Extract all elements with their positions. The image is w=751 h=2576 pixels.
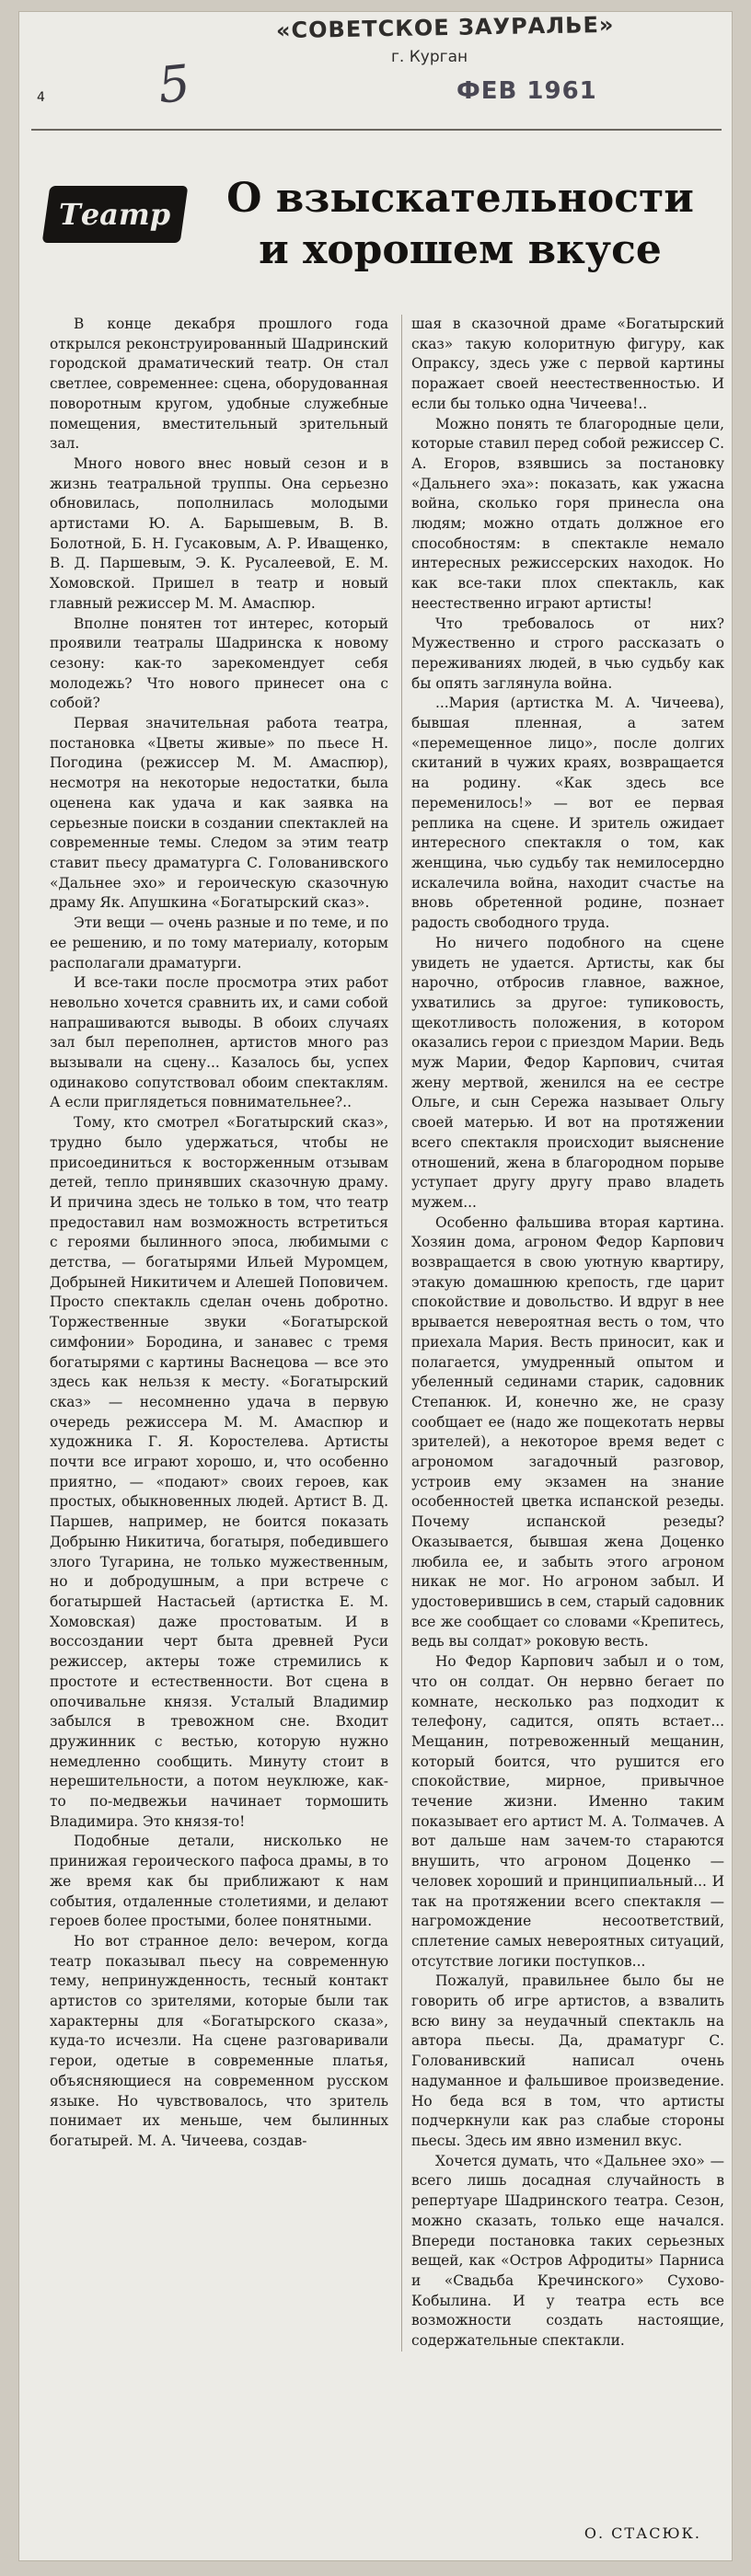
paragraph: Но Федор Карпович забыл и о том, что он солдат. Он нервно бегает по комнате, несколько раз подходит к телефону, садится, опять встает... Мещанин, потревоженный мещанин, который боится, что рушится его спокойствие, мирное, привычное течение жизни. Именно таким показывает его артист М. А. Толмачев. А вот дальше нам зачем-то стараются внушить, что агроном Доценко — человек хороший и принципиальный... И так на протяжении всего спектакля — нагромождение несоответствий, сплетение самых невероятных ситуаций, отсутствие логики поступков... [411, 1653, 724, 1970]
paragraph: Эти вещи — очень разные и по теме, и по ее решению, и по тому материалу, которым располагали драматурги. [50, 914, 388, 972]
paragraph: В конце декабря прошлого года открылся реконструированный Шадринский городской драматический театр. Он стал светлее, современнее: сцена, оборудованная поворотным кругом, удобные служебные помещения, вместительный зрительный зал. [50, 316, 388, 453]
newspaper-masthead: «СОВЕТСКОЕ ЗАУРАЛЬЕ» [275, 11, 615, 44]
rubric-label: Театр [59, 197, 171, 232]
rubric-badge [42, 186, 189, 243]
article-headline [202, 173, 718, 276]
author-signature: О. СТАСЮК. [583, 2524, 701, 2542]
paragraph: ...Мария (артистка М. А. Чичеева), бывшая пленная, а затем «перемещенное лицо», после долгих скитаний в чужих краях, возвращается на родину. «Как здесь все переменилось!» — вот ее первая реплика на сцене. И зритель ожидает интересного спектакля о том, как женщина, чью судьбу так немилосердно искалечила война, находит счастье на вновь обретенной родине, познает радость свободного труда. [411, 695, 724, 932]
paragraph: Пожалуй, правильнее было бы не говорить об игре артистов, а взвалить всю вину за неудачный спектакль на автора пьесы. Да, драматург С. Голованивский написал очень надуманное и фальшивое произведение. Но беда вся в том, что артисты подчеркнули как раз слабые стороны пьесы. Здесь им явно изменил вкус. [411, 1972, 724, 2149]
paragraph: Много нового внес новый сезон и в жизнь театральной труппы. Она серьезно обновилась, пополнилась молодыми артистами Ю. А. Барышевым, В. В. Болотной, Б. Н. Гусаковым, А. Р. Иващенко, В. Д. Паршевым, Э. К. Русалеевой, Е. М. Хомовской. Пришел в театр и новый главный режиссер М. М. Амаспюр. [50, 454, 388, 612]
city-label: г. Курган [391, 48, 468, 66]
paragraph: Тому, кто смотрел «Богатырский сказ», трудно было удержаться, чтобы не присоединиться к восторженным отзывам детей, тепло принявших сказочную драму. И причина здесь не только в том, что театр предоставил нам возможность встретиться с героями былинного эпоса, любимыми с детства, — богатырями Ильей Муромцем, Добрыней Никитичем и Алешей Поповичем. Просто спектакль сделан очень добротно. Торжественные звуки «Богатырской симфонии» Бородина, и занавес с тремя богатырями с картины Васнецова — все это здесь как нельзя к месту. «Богатырский сказ» — несомненно удача в первую очередь режиссера М. М. Амаспюр и художника Г. Я. Коростелева. Артисты почти все играют хорошо, и, что особенно приятно, — «подают» своих героев, как простых, обыкновенных людей. Артист В. Д. Паршев, например, не боится показать Добрыню Никитича, богатыря, победившего злого Тугарина, не только мужественным, но и добродушным, а при встрече с богатыршей Настасьей (артистка Е. М. Хомовская) даже простоватым. И в воссоздании черт быта древней Руси режиссер, актеры тоже стремились к простоте и естественности. Вот сцена в опочивальне князя. Усталый Владимир забылся в тревожном сне. Входит дружинник с вестью, которую нужно немедленно сообщить. Минуту стоит в нерешительности, а потом неуклюже, как-то по-медвежьи начинает тормошить Владимира. Это князя-то! [50, 1114, 388, 1830]
date-stamp: ФЕВ 1961 [456, 77, 597, 105]
right-column [401, 315, 724, 2352]
handwritten-number: 5 [155, 53, 193, 115]
paragraph: Но вот странное дело: вечером, когда театр показывал пьесу на современную тему, непринужденность, тесный контакт артистов со зрителями, которые были так характерны для «Богатырского сказа», куда-то исчезли. На сцене разговаривали герои, одетые в современные платья, объясняющиеся на современном русском языке. Но чувствовалось, что зритель понимает их меньше, чем былинных богатырей. М. А. Чичеева, создав- [50, 1932, 388, 2149]
newspaper-clipping [18, 11, 733, 2561]
page-number: 4 [37, 90, 45, 105]
divider [31, 129, 722, 131]
paragraph: Первая значительная работа театра, постановка «Цветы живые» по пьесе Н. Погодина (режиссер М. М. Амаспюр), несмотря на некоторые недостатки, была оценена как удача и как заявка на серьезные поиски в создании спектаклей на современные темы. Следом за этим театр ставит пьесу драматурга С. Голованивского «Дальнее эхо» и героическую сказочную драму Як. Апушкина «Богатырский сказ». [50, 715, 388, 912]
left-column [50, 315, 388, 2152]
headline-line: и хорошем вкусе [259, 226, 662, 273]
paragraph: Но ничего подобного на сцене увидеть не удается. Артисты, как бы нарочно, отбросив главное, важное, ухватились за другое: тупиковость, щекотливость положения, в котором оказались герои с приездом Марии. Ведь муж Марии, Федор Карпович, считая жену мертвой, женился на ее сестре Ольге, и сын Сережа называет Ольгу своей матерью. И вот на протяжении всего спектакля происходит выяснение отношений, жена в благородном порыве уступает другу другу право владеть мужем... [411, 934, 724, 1211]
paragraph: Можно понять те благородные цели, которые ставил перед собой режиссер С. А. Егоров, взявшись за постановку «Дальнего эха»: показать, как ужасна война, сколько горя принесла она людям; можно отдать должное его способностям: в спектакле немало интересных режиссерских находок. Но как все-таки плох спектакль, как неестественно играют артисты! [411, 415, 724, 612]
paragraph: шая в сказочной драме «Богатырский сказ» такую колоритную фигуру, как Опраксу, здесь уже с первой картины поражает своей неестественностью. И если бы только одна Чичеева!.. [411, 316, 724, 412]
headline-line: О взыскательности [226, 175, 694, 222]
paragraph: Хочется думать, что «Дальнее эхо» — всего лишь досадная случайность в репертуаре Шадринского театра. Сезон, можно сказать, только еще начался. Впереди постановка таких серьезных вещей, как «Остров Афродиты» Парниса и «Свадьба Кречинского» Сухово-Кобылина. И у театра есть все возможности создать настоящие, содержательные спектакли. [411, 2152, 724, 2350]
paragraph: Вполне понятен тот интерес, который проявили театралы Шадринска к новому сезону: как-то зарекомендует себя молодежь? Что нового принесет она с собой? [50, 615, 388, 712]
paragraph: Подобные детали, нисколько не принижая героического пафоса драмы, в то же время как бы приближают к нам события, отдаленные столетиями, и делают героев более простыми, более понятными. [50, 1833, 388, 1930]
paragraph: Что требовалось от них? Мужественно и строго рассказать о переживаниях людей, в чью судьбу как бы опять заглянула война. [411, 615, 724, 692]
paragraph: Особенно фальшива вторая картина. Хозяин дома, агроном Федор Карпович возвращается в свою уютную квартиру, этакую домашнюю крепость, где царит спокойствие и довольство. И вдруг в нее врывается невероятная весть о том, что приехала Мария. Весть приносит, как и полагается, умудренный опытом и убеленный сединами старик, садовник Степанюк. И, конечно же, не сразу сообщает ее (надо же пощекотать нервы зрителей), а некоторое время ведет с агрономом загадочный разговор, устроив ему экзамен на знание особенностей цветка испанской резеды. Почему испанской резеды? Оказывается, бывшая жена Доценко любила ее, и забыть этого агроном никак не мог. Но агроном забыл. И удостоверившись в сем, старый садовник все же сообщает со словами «Крепитесь, ведь вы солдат» роковую весть. [411, 1213, 724, 1650]
paragraph: И все-таки после просмотра этих работ невольно хочется сравнить их, и сами собой напрашиваются выводы. В обоих случаях зал был переполнен, артистов много раз вызывали на сцену... Казалось бы, успех одинаково сопутствовал обоим спектаклям. А если приглядеться повнимательнее?.. [50, 974, 388, 1111]
